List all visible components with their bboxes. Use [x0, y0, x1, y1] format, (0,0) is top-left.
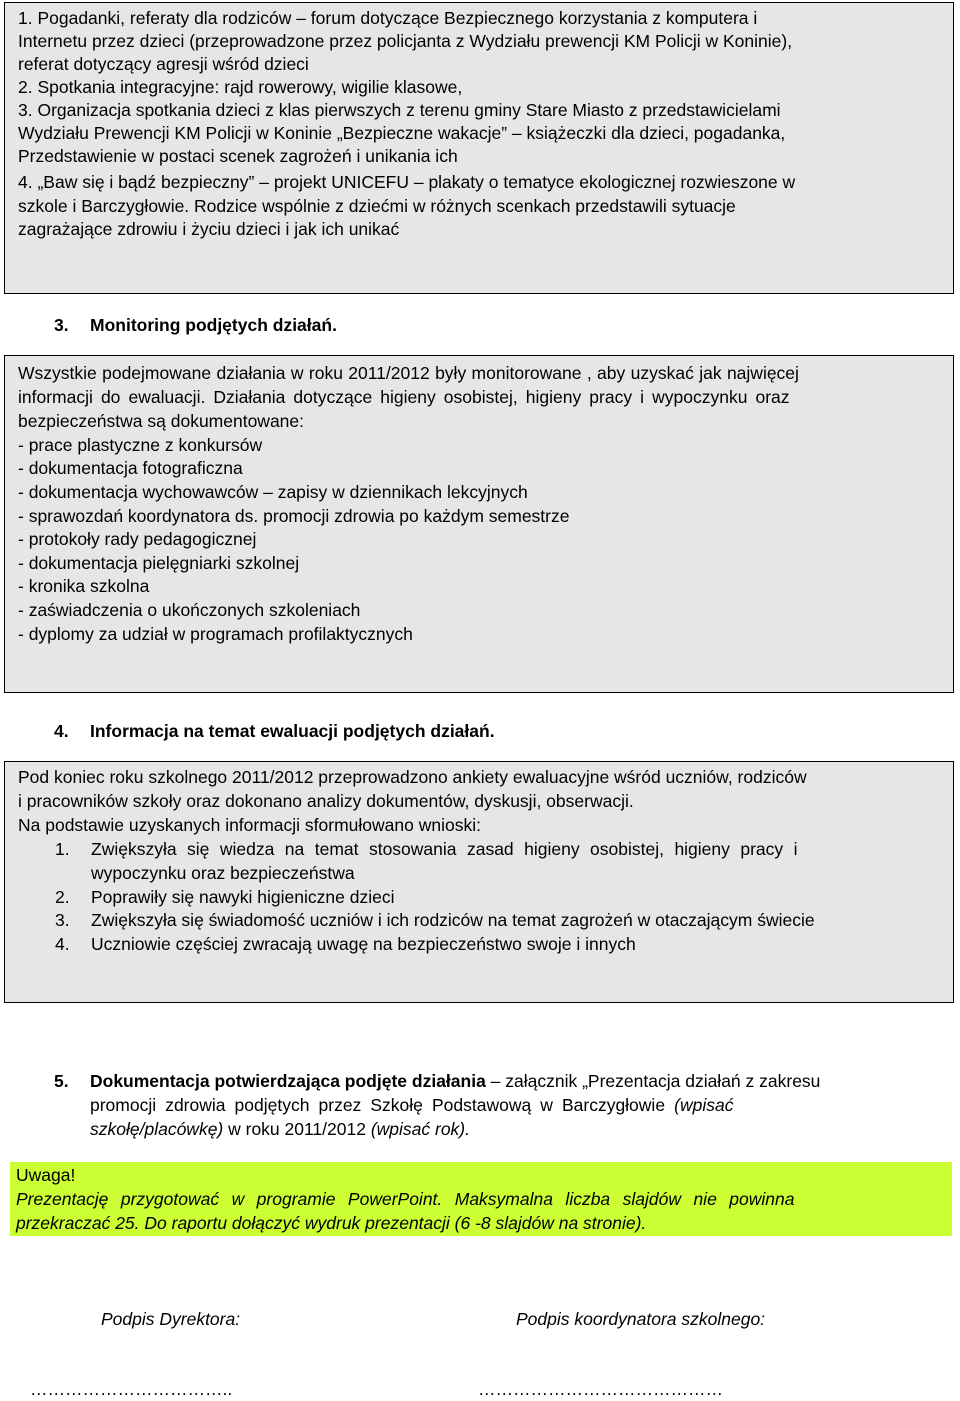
- list-item: - protokoły rady pedagogicznej: [18, 529, 257, 549]
- section-title: Monitoring podjętych działań.: [90, 315, 337, 335]
- list-item: - dokumentacja wychowawców – zapisy w dziennikach lekcyjnych: [18, 482, 528, 502]
- activity-line: Wydziału Prewencji KM Policji w Koninie „Bezpieczne wakacje” – książeczki dla dzieci, pogadanka,: [18, 123, 786, 143]
- section-number: 5.: [54, 1071, 69, 1091]
- coordinator-signature-label: Podpis koordynatora szkolnego:: [516, 1309, 766, 1329]
- coordinator-signature-line: ……………………………………: [478, 1379, 723, 1399]
- section-text: – załącznik „Prezentacja działań z zakresu: [485, 1071, 821, 1091]
- activities-box: [4, 2, 954, 294]
- section-title: Informacja na temat ewaluacji podjętych działań.: [90, 721, 495, 741]
- note-label: Uwaga!: [16, 1165, 76, 1185]
- evaluation-line: i pracowników szkoły oraz dokonano analizy dokumentów, dyskusji, obserwacji.: [18, 791, 634, 811]
- list-item: - dyplomy za udział w programach profilaktycznych: [18, 624, 413, 644]
- monitoring-box: [4, 355, 954, 693]
- note-box: [10, 1162, 952, 1236]
- list-item: - prace plastyczne z konkursów: [18, 435, 263, 455]
- activity-line: Przedstawienie w postaci scenek zagrożeń i unikania ich: [18, 146, 458, 166]
- documentation-line: szkołę/placówkę) w roku 2011/2012 (wpisać rok).: [90, 1119, 470, 1139]
- list-item: - dokumentacja fotograficzna: [18, 458, 243, 478]
- evaluation-line: Na podstawie uzyskanych informacji sformułowano wnioski:: [18, 815, 481, 835]
- list-item: - kronika szkolna: [18, 576, 150, 596]
- list-item: - sprawozdań koordynatora ds. promocji zdrowia po każdym semestrze: [18, 506, 570, 526]
- conclusion-item: 4. Uczniowie częściej zwracają uwagę na bezpieczeństwo swoje i innych: [55, 934, 636, 954]
- evaluation-box: [4, 761, 954, 1003]
- monitoring-intro-line: informacji do ewaluacji. Działania dotyczące higieny osobistej, higieny pracy i wypoczynku oraz: [18, 387, 790, 407]
- conclusion-text: Zwiększyła się świadomość uczniów i ich rodziców na temat zagrożeń w otaczającym świecie: [91, 910, 815, 930]
- activity-line: 1. Pogadanki, referaty dla rodziców – forum dotyczące Bezpiecznego korzystania z komputera i: [18, 8, 758, 28]
- section-heading-documentation: [54, 1070, 820, 1093]
- documentation-line: promocji zdrowia podjętych przez Szkołę Podstawową w Barczygłowie (wpisać: [90, 1095, 734, 1115]
- section-title: Dokumentacja potwierdzająca podjęte działania: [90, 1071, 486, 1091]
- conclusion-item: 1. Zwiększyła się wiedza na temat stosowania zasad higieny osobistej, higieny pracy i: [55, 839, 798, 859]
- section-number: 3.: [54, 315, 69, 335]
- section-number: 4.: [54, 721, 69, 741]
- conclusion-item: 3. Zwiększyła się świadomość uczniów i ich rodziców na temat zagrożeń w otaczającym świecie: [55, 910, 815, 930]
- section-heading-evaluation: [54, 720, 495, 743]
- note-line: przekraczać 25. Do raportu dołączyć wydruk prezentacji (6 -8 slajdów na stronie).: [16, 1213, 647, 1233]
- activity-line: Internetu przez dzieci (przeprowadzone przez policjanta z Wydziału prewencji KM Policji w Koninie),: [18, 31, 793, 51]
- conclusion-item: 2. Poprawiły się nawyki higieniczne dzieci: [55, 887, 395, 907]
- section-heading-monitoring: [54, 314, 337, 337]
- activity-line: zagrażające zdrowiu i życiu dzieci i jak ich unikać: [18, 219, 400, 239]
- list-item: - dokumentacja pielęgniarki szkolnej: [18, 553, 300, 573]
- list-item: - zaświadczenia o ukończonych szkoleniach: [18, 600, 361, 620]
- activity-line: referat dotyczący agresji wśród dzieci: [18, 54, 309, 74]
- evaluation-line: Pod koniec roku szkolnego 2011/2012 przeprowadzono ankiety ewaluacyjne wśród uczniów, rodziców: [18, 767, 807, 787]
- conclusion-continuation: wypoczynku oraz bezpieczeństwa: [91, 863, 355, 883]
- conclusion-text: Zwiększyła się wiedza na temat stosowania zasad higieny osobistej, higieny pracy i: [91, 839, 798, 859]
- director-signature-line: ……………………………..: [30, 1379, 233, 1399]
- activity-line: 2. Spotkania integracyjne: rajd rowerowy, wigilie klasowe,: [18, 77, 463, 97]
- activity-line: szkole i Barczygłowie. Rodzice wspólnie z dziećmi w różnych scenkach przedstawili sytuacje: [18, 196, 736, 216]
- monitoring-intro-line: Wszystkie podejmowane działania w roku 2011/2012 były monitorowane , aby uzyskać jak najwięcej: [18, 363, 799, 383]
- conclusion-text: Uczniowie częściej zwracają uwagę na bezpieczeństwo swoje i innych: [91, 934, 636, 954]
- activity-line: 3. Organizacja spotkania dzieci z klas pierwszych z terenu gminy Stare Miasto z przedstawicielami: [18, 100, 781, 120]
- activity-line: 4. „Baw się i bądź bezpieczny” – projekt UNICEFU – plakaty o tematyce ekologicznej rozwieszone w: [18, 172, 796, 192]
- monitoring-intro-line: bezpieczeństwa są dokumentowane:: [18, 411, 305, 431]
- conclusion-text: Poprawiły się nawyki higieniczne dzieci: [91, 887, 395, 907]
- note-line: Prezentację przygotować w programie PowerPoint. Maksymalna liczba slajdów nie powinna: [16, 1189, 795, 1209]
- director-signature-label: Podpis Dyrektora:: [101, 1309, 241, 1329]
